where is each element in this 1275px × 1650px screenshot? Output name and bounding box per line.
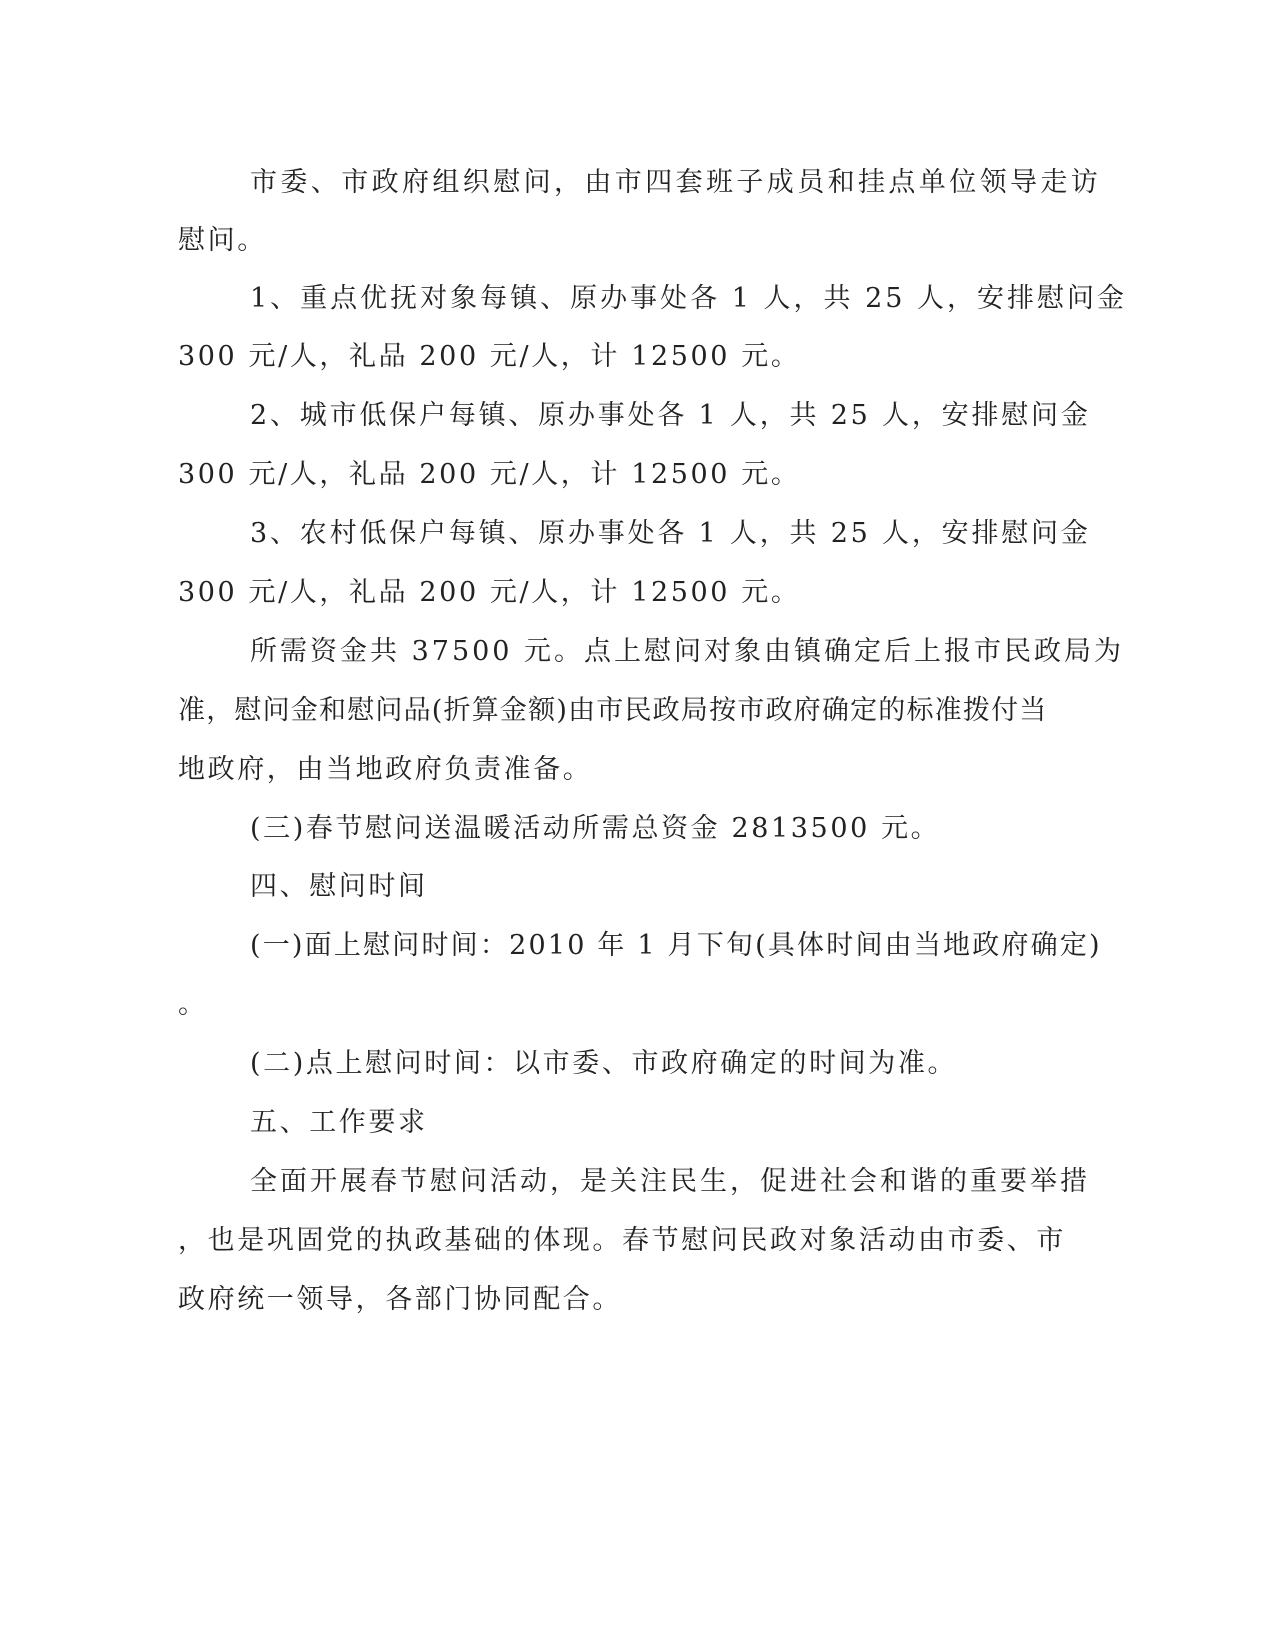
- section-heading: 五、工作要求: [250, 1107, 428, 1138]
- list-item-line: 3、农村低保户每镇、原办事处各 1 人，共 25 人，安排慰问金: [250, 518, 1091, 549]
- paragraph-line: 全面开展春节慰问活动，是关注民生，促进社会和谐的重要举措: [250, 1166, 1090, 1197]
- list-item-line: 2、城市低保户每镇、原办事处各 1 人，共 25 人，安排慰问金: [250, 400, 1091, 431]
- list-item-line: 300 元/人，礼品 200 元/人，计 12500 元。: [178, 577, 801, 608]
- paragraph-line: 。: [178, 989, 208, 1020]
- list-item-line: 300 元/人，礼品 200 元/人，计 12500 元。: [178, 341, 801, 372]
- section-heading: 四、慰问时间: [250, 871, 428, 902]
- paragraph-line: 地政府，由当地政府负责准备。: [178, 754, 593, 785]
- paragraph-line: 所需资金共 37500 元。点上慰问对象由镇确定后上报市民政局为: [250, 636, 1125, 667]
- paragraph-line: (二)点上慰问时间：以市委、市政府确定的时间为准。: [250, 1048, 958, 1079]
- list-item-line: 1、重点优抚对象每镇、原办事处各 1 人，共 25 人，安排慰问金: [250, 283, 1128, 314]
- paragraph-line: 市委、市政府组织慰问，由市四套班子成员和挂点单位领导走访: [250, 167, 1102, 198]
- paragraph-line: 慰问。: [178, 225, 267, 256]
- paragraph-line: (三)春节慰问送温暖活动所需总资金 2813500 元。: [250, 813, 941, 844]
- paragraph-line: 政府统一领导，各部门协同配合。: [178, 1284, 622, 1315]
- paragraph-line: 准，慰问金和慰问品(折算金额)由市民政局按市政府确定的标准拨付当: [178, 695, 1048, 726]
- paragraph-line: (一)面上慰问时间：2010 年 1 月下旬(具体时间由当地政府确定): [250, 930, 1102, 961]
- paragraph-line: ，也是巩固党的执政基础的体现。春节慰问民政对象活动由市委、市: [178, 1225, 1066, 1256]
- list-item-line: 300 元/人，礼品 200 元/人，计 12500 元。: [178, 459, 801, 490]
